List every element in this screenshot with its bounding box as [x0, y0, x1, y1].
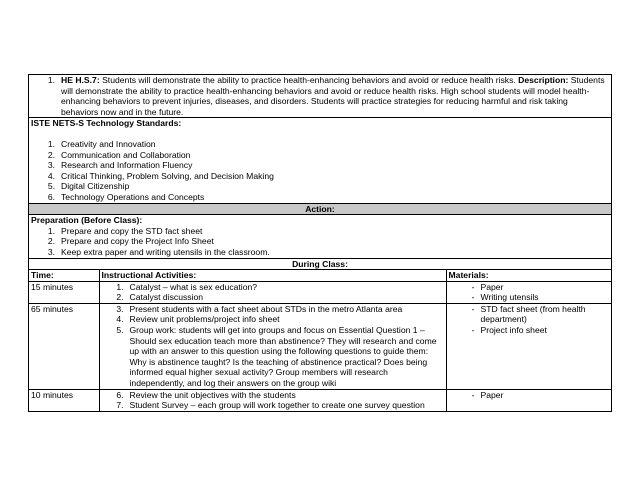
- activity-item-marker: 1.: [116, 281, 124, 292]
- standard-code: HE H.S.7:: [61, 75, 100, 85]
- activity-item: [102, 325, 444, 389]
- activity-item: [102, 304, 444, 315]
- material-item: [449, 282, 610, 293]
- action-heading: Action:: [29, 204, 611, 216]
- materials-cell: [446, 303, 611, 389]
- preparation-item-text: Keep extra paper and writing utensils in the classroom.: [61, 246, 270, 257]
- standard-item: [29, 75, 611, 117]
- activities-cell: [99, 281, 446, 303]
- activity-item: [102, 314, 444, 325]
- activities-cell: [99, 303, 446, 389]
- standard-statement: Students will demonstrate the ability to practice health-enhancing behaviors and avoid or reduce health risks.: [102, 75, 516, 85]
- materials-cell: [446, 281, 611, 303]
- material-item-text: Paper: [480, 389, 504, 400]
- activity-item-marker: 2.: [116, 292, 124, 303]
- material-item-marker: -: [471, 281, 475, 292]
- iste-item: [29, 160, 611, 171]
- description-label: Description:: [518, 75, 569, 85]
- iste-item-text: Creativity and Innovation: [61, 138, 156, 149]
- activity-item-text: Group work: students will get into groups and focus on Essential Question 1 – Should sex education teach more than abstinence? They will research and come up with an answer to this question using the following questions to guide them: Why is abstinence taught? Is the teaching of abstinence practical? Does being informed equal higher sexual activity? Group members will research independently, and log their answers on the group wiki: [129, 325, 437, 389]
- material-item: [449, 325, 610, 336]
- preparation-item-marker: 3.: [47, 246, 55, 257]
- materials-cell: [446, 389, 611, 411]
- standard-section: [29, 75, 611, 118]
- preparation-section: [29, 215, 611, 258]
- material-item: [449, 304, 610, 325]
- activity-item-text: Review unit problems/project info sheet: [129, 314, 280, 325]
- material-item-text: Project info sheet: [480, 325, 547, 336]
- iste-item: [29, 171, 611, 182]
- activities-column-header: Instructional Activities:: [99, 270, 446, 281]
- preparation-list: [29, 226, 611, 258]
- activity-item-text: Catalyst discussion: [129, 292, 204, 303]
- iste-item-text: Digital Citizenship: [61, 181, 130, 192]
- material-item: [449, 292, 610, 303]
- iste-item-marker: 6.: [47, 191, 55, 202]
- time-cell: 15 minutes: [29, 281, 99, 303]
- activity-item-text: Student Survey – each group will work together to create one survey question: [129, 400, 425, 411]
- material-item-marker: -: [471, 325, 475, 336]
- activities-cell: [99, 389, 446, 411]
- activity-item: [102, 292, 444, 303]
- time-column-header: Time:: [29, 270, 99, 281]
- iste-heading: ISTE NETS-S Technology Standards:: [31, 118, 182, 129]
- materials-column-header: Materials:: [446, 270, 611, 281]
- activity-item-marker: 3.: [116, 303, 124, 314]
- column-header-row: [29, 270, 611, 281]
- table-row: [29, 389, 611, 411]
- activity-item-marker: 6.: [116, 389, 124, 400]
- material-item-marker: -: [471, 292, 475, 303]
- iste-item: [29, 139, 611, 150]
- iste-list: [29, 139, 611, 203]
- activity-item: [102, 282, 444, 293]
- material-item-text: STD fact sheet (from health department): [480, 303, 586, 325]
- time-cell: 10 minutes: [29, 389, 99, 411]
- preparation-item-text: Prepare and copy the Project Info Sheet: [61, 236, 214, 247]
- iste-item-text: Critical Thinking, Problem Solving, and Decision Making: [61, 170, 274, 181]
- iste-item: [29, 150, 611, 161]
- iste-item: [29, 181, 611, 192]
- iste-item-marker: 1.: [47, 138, 55, 149]
- preparation-item: [29, 226, 611, 237]
- activity-item-marker: 4.: [116, 314, 124, 325]
- iste-item-text: Research and Information Fluency: [61, 160, 193, 171]
- iste-item-text: Communication and Collaboration: [61, 149, 191, 160]
- table-row: [29, 281, 611, 303]
- during-class-table: [29, 270, 611, 411]
- iste-item-text: Technology Operations and Concepts: [61, 191, 205, 202]
- table-row: [29, 303, 611, 389]
- activity-item: [102, 400, 444, 411]
- iste-section: [29, 118, 611, 203]
- activity-item-text: Review the unit objectives with the students: [129, 389, 296, 400]
- activity-item-text: Present students with a fact sheet about STDs in the metro Atlanta area: [129, 303, 403, 314]
- preparation-item-marker: 1.: [47, 225, 55, 236]
- activity-item-marker: 7.: [116, 400, 124, 411]
- time-cell: 65 minutes: [29, 303, 99, 389]
- material-item-marker: -: [471, 389, 475, 400]
- standard-number: 1.: [47, 75, 55, 85]
- iste-item: [29, 192, 611, 203]
- preparation-item: [29, 236, 611, 247]
- material-item-marker: -: [471, 303, 475, 314]
- material-item-text: Writing utensils: [480, 292, 539, 303]
- preparation-heading: Preparation (Before Class):: [31, 215, 143, 226]
- iste-item-marker: 4.: [47, 170, 55, 181]
- material-item-text: Paper: [480, 281, 504, 292]
- preparation-item-marker: 2.: [47, 236, 55, 247]
- iste-item-marker: 3.: [47, 160, 55, 171]
- preparation-item-text: Prepare and copy the STD fact sheet: [61, 225, 203, 236]
- iste-item-marker: 2.: [47, 149, 55, 160]
- description-text: Students will demonstrate the ability to practice health-enhancing behaviors and avoid or reduce health risks. High school students will model health-enhancing behaviors to prevent injuries, diseases, and disorders. Students will practice strategies for reducing harmful and risk taking behaviors now and in the future.: [61, 75, 605, 117]
- preparation-item: [29, 247, 611, 258]
- activity-item-text: Catalyst – what is sex education?: [129, 281, 258, 292]
- lesson-plan-table: [28, 74, 612, 412]
- iste-item-marker: 5.: [47, 181, 55, 192]
- activity-item-marker: 5.: [116, 325, 124, 336]
- material-item: [449, 390, 610, 401]
- standard-text: [61, 75, 611, 117]
- during-class-heading: During Class:: [29, 259, 611, 271]
- activity-item: [102, 390, 444, 401]
